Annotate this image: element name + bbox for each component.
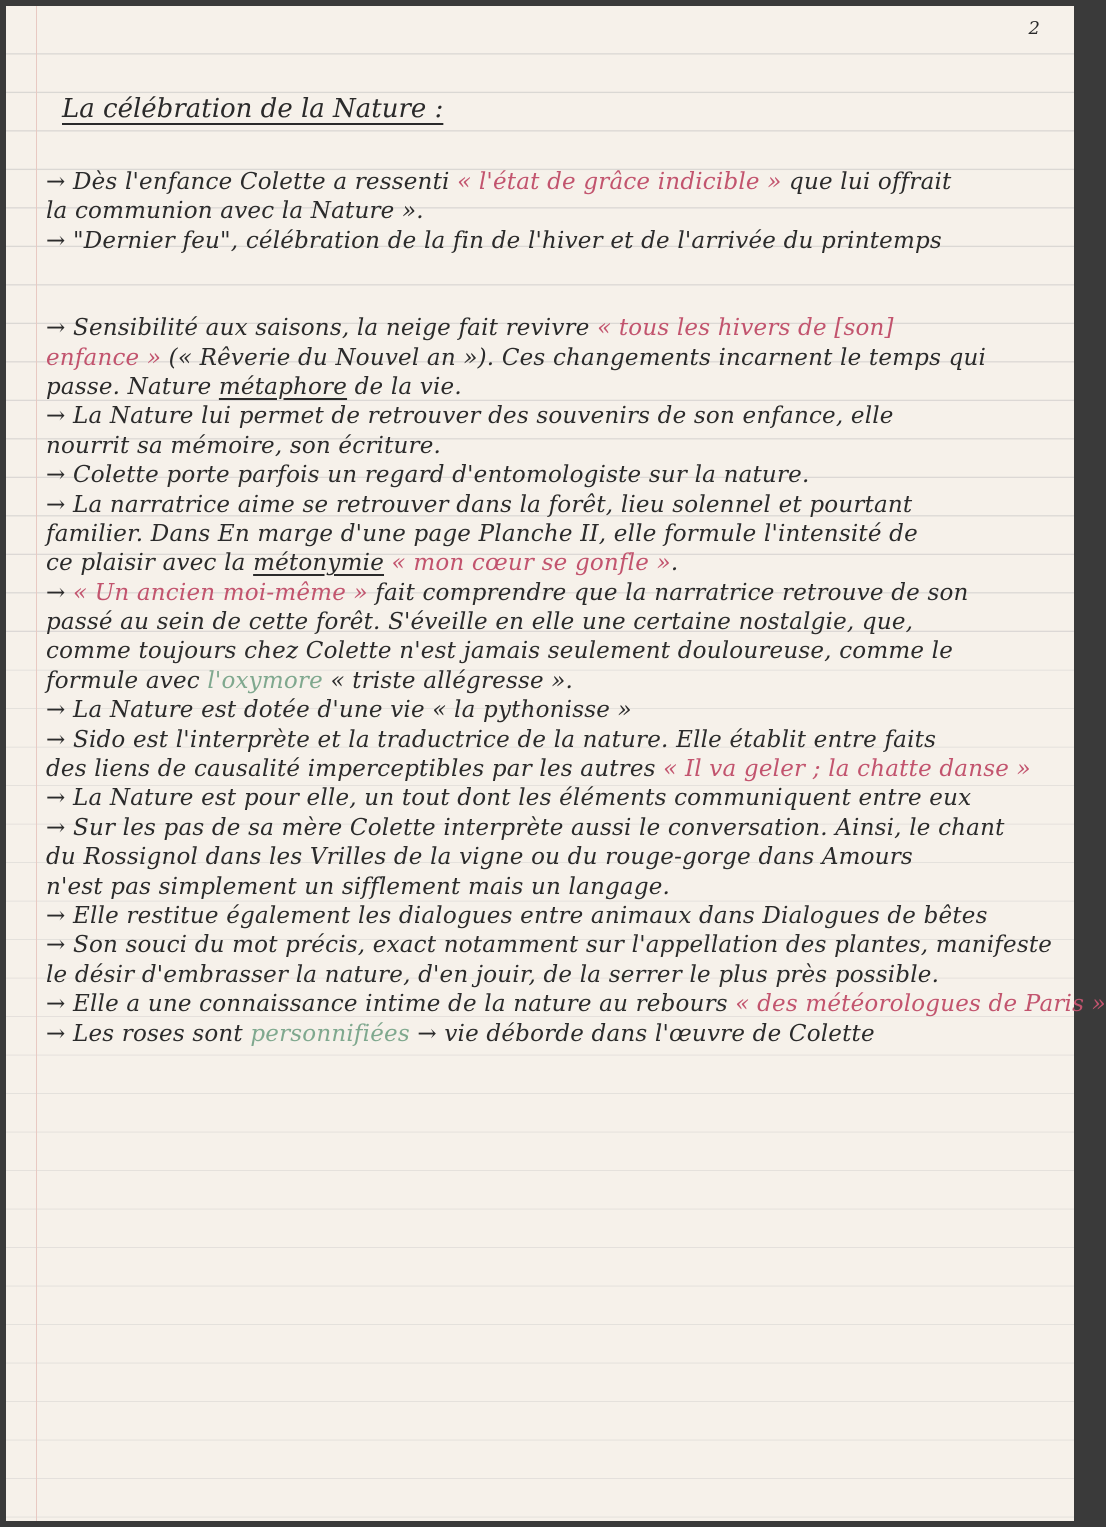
note-line <box>46 873 1066 902</box>
note-text: comme toujours chez Colette n'est jamais seulement douloureuse, comme le <box>46 638 954 665</box>
note-line <box>46 402 1066 431</box>
note-text: passé au sein de cette forêt. S'éveille en elle une certaine nostalgie, que, <box>46 609 914 636</box>
note-line <box>46 227 1066 256</box>
note-line <box>46 843 1066 872</box>
note-line <box>46 344 1066 373</box>
note-text: → Elle a une connaissance intime de la nature au rebours <box>46 991 736 1018</box>
note-text: du Rossignol dans les Vrilles de la vigne ou du rouge-gorge dans Amours <box>46 844 913 871</box>
note-text: → La narratrice aime se retrouver dans la forêt, lieu solennel et pourtant <box>46 491 913 518</box>
note-text: que lui offrait <box>781 169 952 195</box>
note-line <box>46 931 1066 960</box>
note-line <box>46 637 1066 666</box>
note-text: . <box>670 550 679 577</box>
note-text: → Sensibilité aux saisons, la neige fait revivre <box>46 315 598 342</box>
underlined-term: métonymie <box>253 550 385 577</box>
note-text: de la vie. <box>347 373 462 400</box>
note-text: ce plaisir avec la <box>46 550 254 577</box>
note-line <box>46 197 1066 226</box>
note-line <box>46 667 1066 696</box>
note-text: → Les roses sont <box>46 1020 251 1047</box>
notebook-page <box>6 6 1106 1521</box>
note-line <box>46 373 1066 402</box>
notes-body <box>46 168 1106 1049</box>
note-text: → Sido est l'interprète et la traductrice de la nature. Elle établit entre faits <box>46 726 937 753</box>
quote-text: « Un ancien moi-même » <box>72 579 368 606</box>
note-text: → vie déborde dans l'œuvre de Colette <box>409 1020 875 1047</box>
note-line <box>46 520 1066 549</box>
note-line <box>46 608 1066 637</box>
note-text: (« Rêverie du Nouvel an »). Ces changements incarnent le temps qui <box>161 344 987 371</box>
note-line <box>46 784 1066 813</box>
note-line <box>46 549 1066 578</box>
note-line <box>46 961 1066 990</box>
figure-term: personnifiées <box>250 1020 410 1047</box>
note-line <box>46 755 1066 784</box>
note-text <box>384 550 392 576</box>
figure-term: l'oxymore <box>207 667 323 694</box>
note-text: → La Nature lui permet de retrouver des souvenirs de son enfance, elle <box>46 403 894 430</box>
quote-text: « tous les hivers de [son] <box>597 315 894 342</box>
note-line <box>46 168 1066 197</box>
note-line <box>46 491 1066 520</box>
note-text: → Colette porte parfois un regard d'entomologiste sur la nature. <box>46 462 810 489</box>
note-line <box>46 461 1066 490</box>
quote-text: « l'état de grâce indicible » <box>457 169 782 195</box>
quote-text: « Il va geler ; la chatte danse » <box>663 756 1031 783</box>
note-text: → La Nature est pour elle, un tout dont les éléments communiquent entre eux <box>46 785 972 812</box>
quote-text: « mon cœur se gonfle » <box>391 550 671 577</box>
note-line <box>46 902 1066 931</box>
note-line <box>46 726 1066 755</box>
note-text: des liens de causalité imperceptibles par les autres <box>46 756 664 783</box>
margin-line <box>36 6 37 1521</box>
note-line <box>46 696 1066 725</box>
note-text: familier. Dans En marge d'une page Planche II, elle formule l'intensité de <box>46 520 918 547</box>
page-title: La célébration de la Nature : <box>62 94 444 124</box>
note-text: passe. Nature <box>46 373 219 400</box>
note-text: n'est pas simplement un sifflement mais un langage. <box>46 873 671 900</box>
note-text: la communion avec la Nature ». <box>46 198 424 225</box>
page-number: 2 <box>1028 18 1040 39</box>
note-text: fait comprendre que la narratrice retrouve de son <box>367 579 969 606</box>
note-text: → La Nature est dotée d'une vie « la pythonisse » <box>46 697 632 724</box>
note-line <box>46 579 1066 608</box>
note-text: le désir d'embrasser la nature, d'en jouir, de la serrer le plus près possible. <box>46 961 940 988</box>
note-text: → Dès l'enfance Colette a ressenti <box>46 169 458 195</box>
note-text: → Son souci du mot précis, exact notamment sur l'appellation des plantes, manifeste <box>46 932 1053 959</box>
note-line <box>46 814 1066 843</box>
quote-text: enfance » <box>46 344 162 371</box>
underlined-term: métaphore <box>218 373 348 400</box>
note-text: → "Dernier feu", célébration de la fin de l'hiver et de l'arrivée du printemps <box>46 227 942 254</box>
note-line <box>46 1020 1066 1049</box>
note-text: « triste allégresse ». <box>322 667 574 694</box>
note-line <box>46 990 1106 1019</box>
note-text: → <box>46 579 73 606</box>
note-line <box>46 314 1066 343</box>
blank-gap <box>46 256 1066 314</box>
note-text: → Elle restitue également les dialogues entre animaux dans Dialogues de bêtes <box>46 902 988 929</box>
note-text: nourrit sa mémoire, son écriture. <box>46 432 442 459</box>
note-text: → Sur les pas de sa mère Colette interprète aussi le conversation. Ainsi, le chant <box>46 814 1005 841</box>
quote-text: « des météorologues de Paris » <box>735 991 1106 1018</box>
note-line <box>46 432 1066 461</box>
note-text: formule avec <box>46 667 208 694</box>
